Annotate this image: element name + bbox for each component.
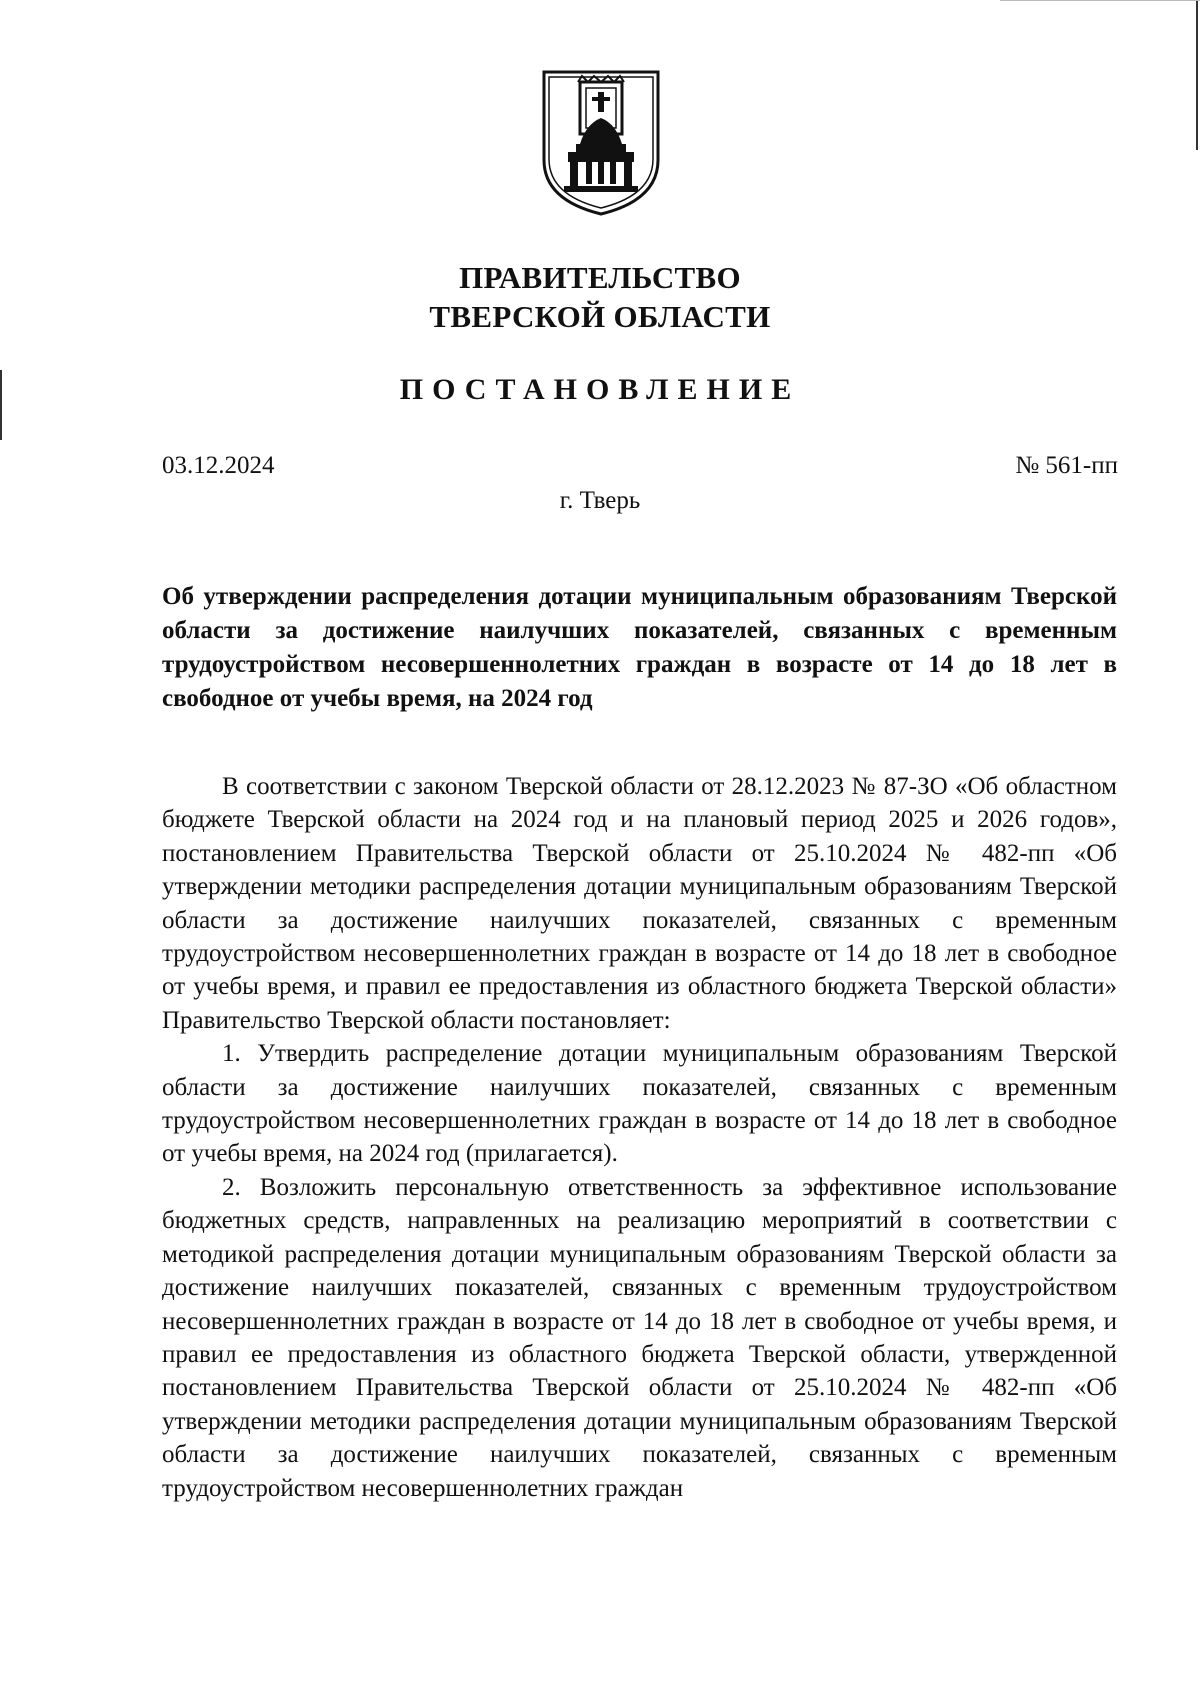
scan-edge-mark — [1000, 0, 1200, 1]
government-title-line-1: ПРАВИТЕЛЬСТВО — [459, 260, 741, 295]
body-item-1: 1. Утвердить распределение дотации муниципальным образованиям Тверской области за достижение наилучших показателей, связанных с временным трудоустройством несовершеннолетних граждан в возрасте от 14 до 18 лет в свободное от учебы время, на 2024 год (прилагается). — [162, 1040, 1117, 1168]
document-city: г. Тверь — [559, 487, 641, 514]
scan-edge-mark — [1196, 0, 1198, 150]
document-type: ПОСТАНОВЛЕНИЕ — [399, 373, 801, 406]
document-subject: Об утверждении распределения дотации муниципальным образованиям Тверской области за достижение наилучших показателей, связанных с временным трудоустройством несовершеннолетних граждан в возрасте от 14 до 18 лет в свободное от учебы время, на 2024 год — [162, 583, 1117, 712]
government-title-line-2: ТВЕРСКОЙ ОБЛАСТИ — [429, 299, 771, 334]
scan-edge-mark — [0, 370, 2, 440]
document-date: 03.12.2024 — [162, 452, 275, 479]
body-item-2: 2. Возложить персональную ответственность за эффективное использование бюджетных средств, направленных на реализацию мероприятий в соответствии с методикой распределения дотации муниципальным образованиям Тверской области за достижение наилучших показателей, связанных с временным трудоустройством несовершеннолетних граждан в возрасте от 14 до 18 лет в свободное от учебы время, и правил ее предоставления из областного бюджета Тверской области, утвержденной постановлением Правительства Тверской области от 25.10.2024 № 482-пп «Об утверждении методики распределения дотации муниципальным образованиям Тверской области за достижение наилучших показателей, связанных с временным трудоустройством несовершеннолетних граждан — [162, 1173, 1117, 1502]
document-number: № 561-пп — [1015, 452, 1118, 479]
coat-of-arms-emblem — [540, 68, 662, 218]
document-body — [162, 770, 1117, 1505]
body-preamble: В соответствии с законом Тверской области от 28.12.2023 № 87-ЗО «Об областном бюджете Тверской области на 2024 год и на плановый период 2025 и 2026 годов», постановлением Правительства Тверской области от 25.10.2024 № 482-пп «Об утверждении методики распределения дотации муниципальным образованиям Тверской области за достижение наилучших показателей, связанных с временным трудоустройством несовершеннолетних граждан в возрасте от 14 до 18 лет в свободное от учебы время, и правил ее предоставления из областного бюджета Тверской области» Правительство Тверской области постановляет: — [162, 773, 1117, 1034]
government-title — [0, 258, 1200, 336]
